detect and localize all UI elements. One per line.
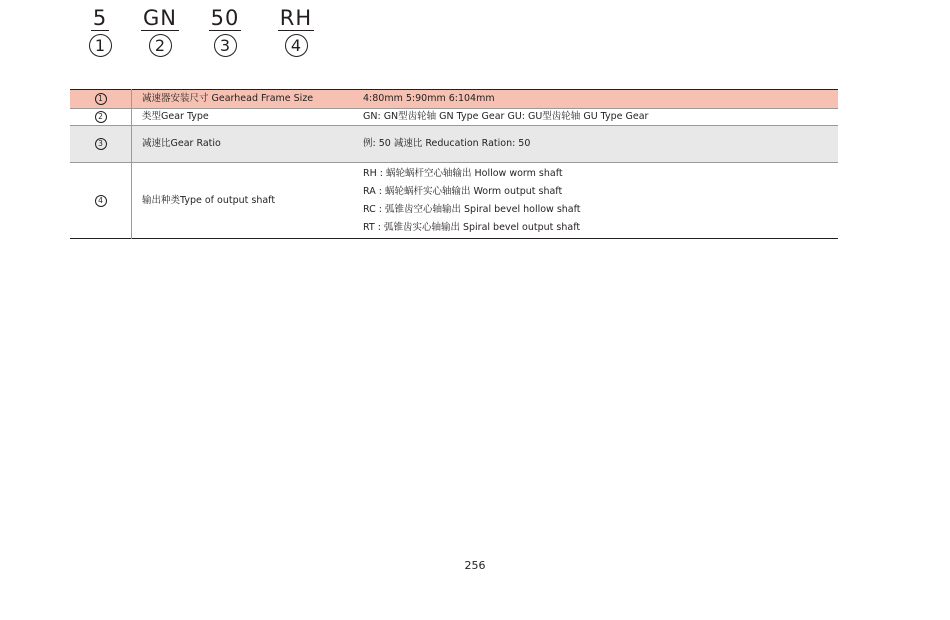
row-marker-cell bbox=[70, 126, 132, 163]
marker-circle: 1 bbox=[89, 34, 112, 57]
row-desc-line: 例: 50 减速比 Reducation Ration: 50 bbox=[363, 138, 531, 149]
marker-circle: 2 bbox=[149, 34, 172, 57]
table-row bbox=[70, 163, 838, 239]
row-marker: 2 bbox=[95, 111, 107, 123]
code-value: 50 bbox=[210, 6, 240, 30]
row-desc-line: 4:80mm 5:90mm 6:104mm bbox=[363, 93, 495, 104]
row-name: 减速比Gear Ratio bbox=[142, 138, 221, 149]
output-option-worm: RA : 蜗轮蜗杆实心轴输出 Worm output shaft bbox=[363, 185, 563, 197]
page-number: 256 bbox=[464, 559, 486, 572]
table-row bbox=[70, 126, 838, 163]
row-desc-cell bbox=[353, 163, 838, 239]
row-desc-cell bbox=[353, 109, 838, 126]
spec-table bbox=[70, 89, 838, 239]
marker-circle: 4 bbox=[285, 34, 308, 57]
model-code-ratio bbox=[195, 6, 255, 57]
row-desc-line: GN: GN型齿轮轴 GN Type Gear GU: GU型齿轮轴 GU Type Gear bbox=[363, 111, 649, 122]
output-option-bevel-output: RT : 弧锥齿实心轴输出 Spiral bevel output shaft bbox=[363, 221, 581, 233]
row-marker: 1 bbox=[95, 93, 107, 105]
output-option-hollow-worm: RH : 蜗轮蜗杆空心轴输出 Hollow worm shaft bbox=[363, 167, 563, 179]
model-code-frame-size bbox=[70, 6, 130, 57]
marker-circle: 3 bbox=[214, 34, 237, 57]
row-marker: 4 bbox=[95, 195, 107, 207]
row-name: 输出种类Type of output shaft bbox=[142, 194, 276, 206]
row-desc-cell bbox=[353, 90, 838, 109]
table-row bbox=[70, 90, 838, 109]
model-code-output-shaft bbox=[266, 6, 326, 57]
row-name: 类型Gear Type bbox=[142, 111, 209, 122]
output-option-bevel-hollow: RC : 弧锥齿空心轴输出 Spiral bevel hollow shaft bbox=[363, 203, 581, 215]
row-marker-cell bbox=[70, 90, 132, 109]
row-marker-cell bbox=[70, 163, 132, 239]
row-desc-cell bbox=[353, 126, 838, 163]
model-code-gear-type bbox=[130, 6, 190, 57]
code-value: RH bbox=[279, 6, 313, 30]
row-marker: 3 bbox=[95, 138, 107, 150]
row-marker-cell bbox=[70, 109, 132, 126]
code-value: 5 bbox=[92, 6, 108, 30]
code-value: GN bbox=[143, 6, 177, 30]
table-row bbox=[70, 109, 838, 126]
row-name: 减速器安装尺寸 Gearhead Frame Size bbox=[142, 93, 314, 104]
